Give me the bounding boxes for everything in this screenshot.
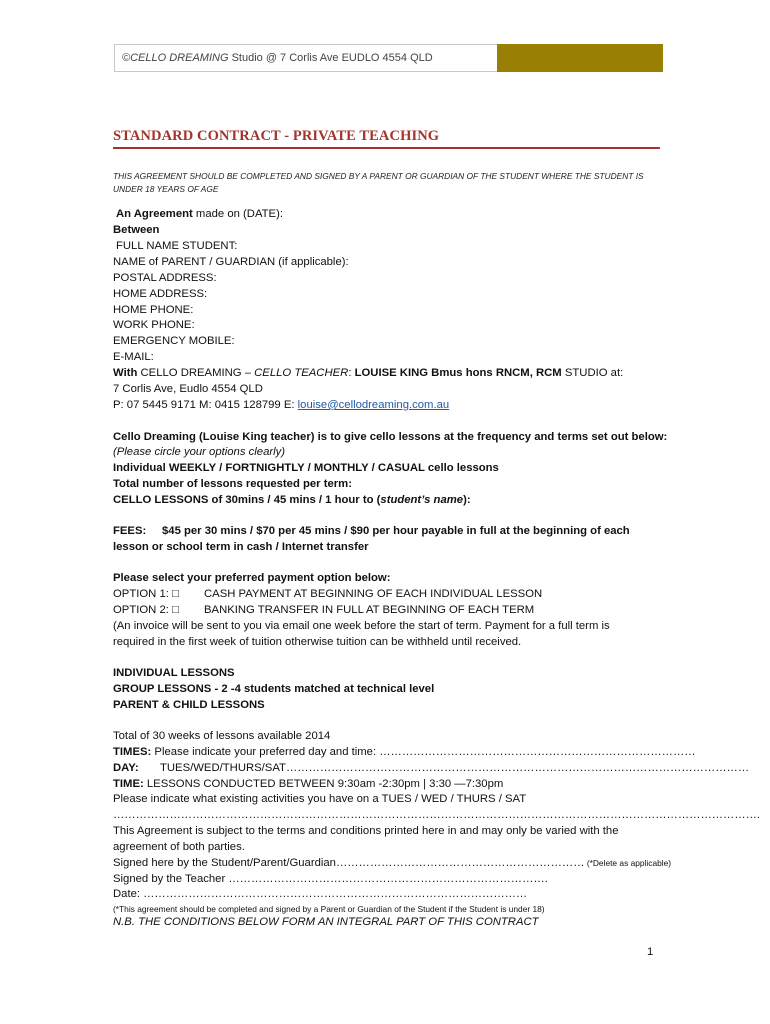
time-label: TIME: xyxy=(113,778,144,790)
teacher-name: LOUISE KING Bmus hons RNCM, RCM xyxy=(354,367,562,379)
studio-at: STUDIO at: xyxy=(561,367,624,379)
nb-note: N.B. THE CONDITIONS BELOW FORM AN INTEGRAL PART OF THIS CONTRACT xyxy=(113,916,539,928)
invoice-note-1: (An invoice will be sent to you via email one week before the start of term. Payment for a full term is xyxy=(113,620,610,632)
agreement-date-line xyxy=(116,207,283,223)
header-accent-block xyxy=(497,44,663,72)
option-2-checkbox[interactable]: OPTION 2: □ xyxy=(113,604,179,616)
field-email: E-MAIL: xyxy=(113,351,154,363)
email-link[interactable]: louise@cellodreaming.com.au xyxy=(297,399,450,411)
field-parent-guardian: NAME of PARENT / GUARDIAN (if applicable): xyxy=(113,256,349,268)
lesson-duration-end: ): xyxy=(463,494,471,506)
time-line xyxy=(113,777,503,793)
field-home-address: HOME ADDRESS: xyxy=(113,288,208,300)
option-2-text: BANKING TRANSFER IN FULL AT BEGINNING OF EACH TERM xyxy=(204,604,535,616)
header-brand: ©CELLO DREAMING xyxy=(122,52,229,64)
terms-line-1: This Agreement is subject to the terms and conditions printed here in and may only be varied with the xyxy=(113,825,619,837)
activities-dots: ………………………………………………………………………………………………………………………………………………………. xyxy=(113,809,761,821)
fees-label: FEES: xyxy=(113,525,147,537)
agreement-label: An Agreement xyxy=(116,208,193,220)
page-number: 1 xyxy=(647,946,654,958)
agreement-date-label: made on (DATE): xyxy=(192,208,283,220)
weeks-available: Total of 30 weeks of lessons available 2014 xyxy=(113,730,331,742)
footnote: (*This agreement should be completed and signed by a Parent or Guardian of the Student if the Student is under 18) xyxy=(113,904,545,914)
signed-teacher: Signed by the Teacher …………………………………………………………………………. xyxy=(113,873,548,885)
student-name-label: student’s name xyxy=(380,494,464,506)
lesson-type-individual: INDIVIDUAL LESSONS xyxy=(113,667,235,679)
option-1-checkbox[interactable]: OPTION 1: □ xyxy=(113,588,179,600)
title-underline xyxy=(113,147,660,149)
invoice-note-2: required in the first week of tuition otherwise tuition can be withheld until received. xyxy=(113,636,522,648)
signed-student-line xyxy=(113,856,671,872)
field-home-phone: HOME PHONE: xyxy=(113,304,194,316)
field-emergency-mobile: EMERGENCY MOBILE: xyxy=(113,335,235,347)
times-line xyxy=(113,745,696,761)
day-options: TUES/WED/THURS/SAT…………………………………………………………………………………………………………… xyxy=(160,762,750,774)
teacher-label: CELLO TEACHER xyxy=(254,367,349,379)
header-text xyxy=(122,52,433,64)
field-work-phone: WORK PHONE: xyxy=(113,319,195,331)
lessons-intro: Cello Dreaming (Louise King teacher) is to give cello lessons at the frequency and terms set out below: xyxy=(113,431,668,443)
day-label: DAY: xyxy=(113,762,139,774)
notice-line-1: THIS AGREEMENT SHOULD BE COMPLETED AND SIGNED BY A PARENT OR GUARDIAN OF THE STUDENT WHERE THE STUDENT IS xyxy=(113,171,644,181)
times-text: Please indicate your preferred day and time: ………………………………………………………………………… xyxy=(151,746,696,758)
page-header xyxy=(114,44,663,72)
teacher-colon: : xyxy=(348,367,355,379)
activities-question: Please indicate what existing activities you have on a TUES / WED / THURS / SAT xyxy=(113,793,527,805)
company-name: CELLO DREAMING – xyxy=(137,367,255,379)
date-line: Date: ………………………………………………………………………………………… xyxy=(113,888,528,900)
fees-line-2: lesson or school term in cash / Internet transfer xyxy=(113,541,369,553)
delete-note: (*Delete as applicable) xyxy=(584,858,672,868)
lesson-frequency: Individual WEEKLY / FORTNIGHTLY / MONTHLY / CASUAL cello lessons xyxy=(113,462,499,474)
document-title: STANDARD CONTRACT - PRIVATE TEACHING xyxy=(113,128,440,144)
signed-student: Signed here by the Student/Parent/Guardian………………………………………………………… xyxy=(113,857,585,869)
time-text: LESSONS CONDUCTED BETWEEN 9:30am -2:30pm | 3:30 —7:30pm xyxy=(143,778,504,790)
notice-line-2: UNDER 18 YEARS OF AGE xyxy=(113,184,219,194)
field-full-name-student: FULL NAME STUDENT: xyxy=(116,240,238,252)
fees-line-1: $45 per 30 mins / $70 per 45 mins / $90 per hour payable in full at the beginning of each xyxy=(162,525,630,537)
studio-address: 7 Corlis Ave, Eudlo 4554 QLD xyxy=(113,383,263,395)
option-1-text: CASH PAYMENT AT BEGINNING OF EACH INDIVIDUAL LESSON xyxy=(204,588,543,600)
with-label: With xyxy=(113,367,138,379)
circle-instruction: (Please circle your options clearly) xyxy=(113,446,286,458)
lesson-type-group: GROUP LESSONS - 2 -4 students matched at technical level xyxy=(113,683,435,695)
contact-line xyxy=(113,398,449,414)
teacher-line xyxy=(113,366,623,382)
total-lessons: Total number of lessons requested per term: xyxy=(113,478,352,490)
terms-line-2: agreement of both parties. xyxy=(113,841,245,853)
field-postal-address: POSTAL ADDRESS: xyxy=(113,272,217,284)
phone-numbers: P: 07 5445 9171 M: 0415 128799 E: xyxy=(113,399,298,411)
header-address: Studio @ 7 Corlis Ave EUDLO 4554 QLD xyxy=(228,52,433,64)
lesson-duration xyxy=(113,493,471,509)
times-label: TIMES: xyxy=(113,746,152,758)
payment-heading: Please select your preferred payment option below: xyxy=(113,572,391,584)
lesson-duration-text: CELLO LESSONS of 30mins / 45 mins / 1 hour to ( xyxy=(113,494,381,506)
between-label: Between xyxy=(113,224,160,236)
lesson-type-parent-child: PARENT & CHILD LESSONS xyxy=(113,699,265,711)
